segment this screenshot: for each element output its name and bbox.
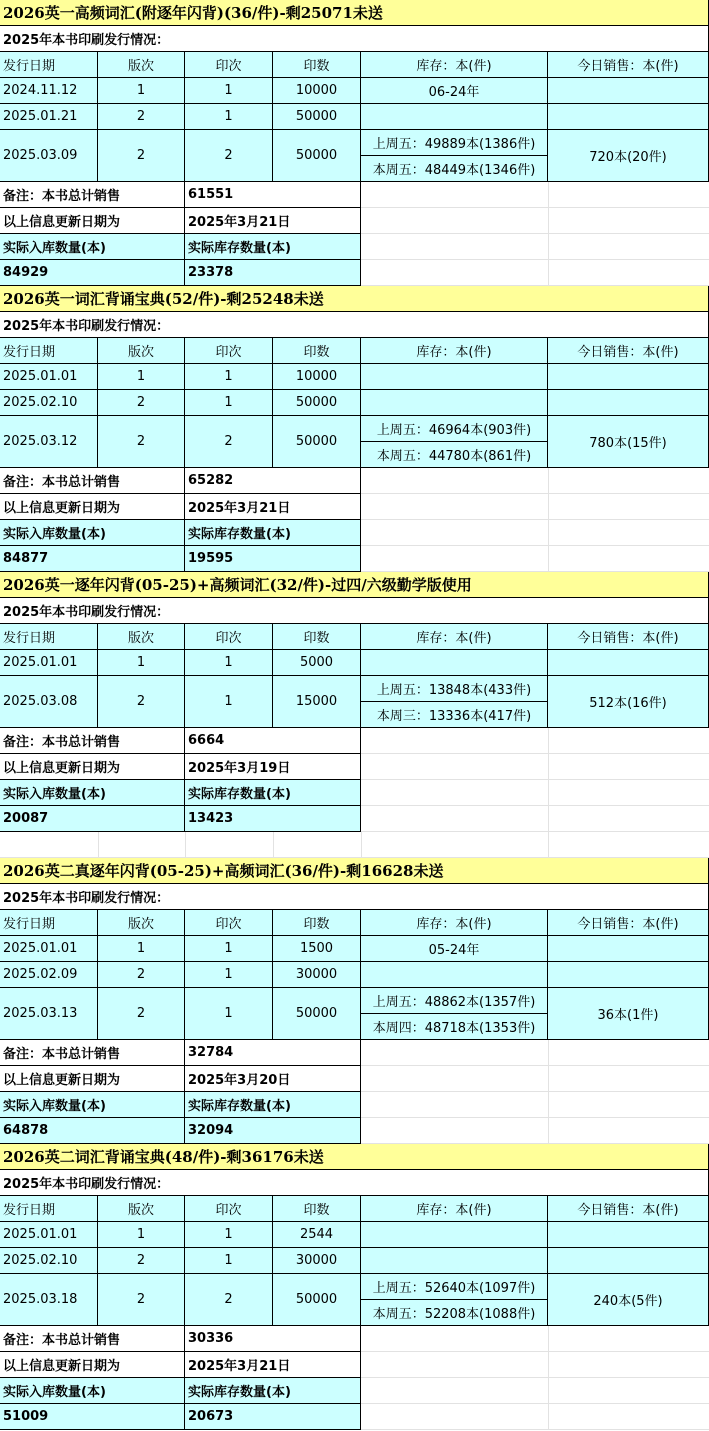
actual-in-label: 实际入库数量(本) [0, 234, 185, 260]
gridline [361, 493, 709, 494]
release-date: 2025.01.01 [0, 1222, 98, 1248]
print-quantity: 50000 [273, 104, 361, 130]
column-header: 版次 [98, 1196, 185, 1222]
column-header: 库存：本(件) [361, 52, 548, 78]
actual-stock-label: 实际库存数量(本) [185, 520, 361, 546]
stock: 06-24年 [361, 78, 548, 104]
column-header: 印数 [273, 52, 361, 78]
total-sales-value: 61551 [185, 182, 361, 208]
actual-stock-value: 13423 [185, 806, 361, 832]
edition: 2 [98, 130, 185, 182]
edition: 1 [98, 78, 185, 104]
column-header: 印次 [185, 52, 273, 78]
column-header: 印数 [273, 910, 361, 936]
printing: 1 [185, 104, 273, 130]
today-sales [548, 1222, 709, 1248]
updated-value: 2025年3月20日 [185, 1066, 361, 1092]
updated-label: 以上信息更新日期为 [0, 754, 185, 780]
gridline [361, 207, 709, 208]
actual-stock-label: 实际库存数量(本) [185, 780, 361, 806]
gridline [361, 259, 709, 260]
edition: 2 [98, 416, 185, 468]
column-header: 印数 [273, 624, 361, 650]
gridline [548, 520, 549, 546]
print-quantity: 50000 [273, 390, 361, 416]
release-date: 2025.02.09 [0, 962, 98, 988]
today-sales [548, 78, 709, 104]
release-date: 2024.11.12 [0, 78, 98, 104]
column-header: 发行日期 [0, 1196, 98, 1222]
column-header: 发行日期 [0, 338, 98, 364]
gridline [361, 1429, 709, 1430]
column-header: 印次 [185, 624, 273, 650]
printing: 1 [185, 650, 273, 676]
total-sales-label: 备注：本书总计销售 [0, 1326, 185, 1352]
updated-label: 以上信息更新日期为 [0, 494, 185, 520]
column-header: 今日销售：本(件) [548, 338, 709, 364]
gridline [548, 1092, 549, 1118]
actual-in-value: 84929 [0, 260, 185, 286]
print-quantity: 30000 [273, 962, 361, 988]
gridline [361, 1117, 709, 1118]
gridline [548, 1118, 549, 1144]
gridline [548, 832, 549, 858]
column-header: 印次 [185, 338, 273, 364]
edition: 2 [98, 390, 185, 416]
total-sales-value: 30336 [185, 1326, 361, 1352]
column-header: 库存：本(件) [361, 624, 548, 650]
release-date: 2025.03.13 [0, 988, 98, 1040]
column-header: 印数 [273, 1196, 361, 1222]
updated-value: 2025年3月21日 [185, 494, 361, 520]
total-sales-label: 备注：本书总计销售 [0, 1040, 185, 1066]
edition: 1 [98, 1222, 185, 1248]
gridline [361, 805, 709, 806]
printing: 2 [185, 1274, 273, 1326]
edition: 2 [98, 1248, 185, 1274]
gridline [361, 1091, 709, 1092]
today-sales [548, 390, 709, 416]
actual-in-value: 64878 [0, 1118, 185, 1144]
gridline [548, 182, 549, 208]
printing: 1 [185, 1222, 273, 1248]
print-quantity: 2544 [273, 1222, 361, 1248]
stock [361, 364, 548, 390]
gridline [548, 208, 549, 234]
gridline [361, 1403, 709, 1404]
book-title: 2026英二词汇背诵宝典(48/件)-剩36176未送 [0, 1144, 709, 1170]
edition: 2 [98, 104, 185, 130]
today-sales: 720本(20件) [548, 130, 709, 182]
release-date: 2025.03.18 [0, 1274, 98, 1326]
total-sales-value: 65282 [185, 468, 361, 494]
gridline [185, 832, 186, 858]
actual-in-label: 实际入库数量(本) [0, 780, 185, 806]
printing: 1 [185, 988, 273, 1040]
printing: 1 [185, 390, 273, 416]
stock-this-week: 本周五：44780本(861件) [361, 442, 548, 468]
print-quantity: 5000 [273, 650, 361, 676]
today-sales: 512本(16件) [548, 676, 709, 728]
today-sales [548, 936, 709, 962]
printing: 1 [185, 78, 273, 104]
actual-in-value: 51009 [0, 1404, 185, 1430]
column-header: 版次 [98, 338, 185, 364]
edition: 1 [98, 364, 185, 390]
column-header: 印次 [185, 910, 273, 936]
column-header: 版次 [98, 52, 185, 78]
release-date: 2025.02.10 [0, 1248, 98, 1274]
release-date: 2025.02.10 [0, 390, 98, 416]
release-date: 2025.01.01 [0, 650, 98, 676]
today-sales [548, 364, 709, 390]
updated-value: 2025年3月19日 [185, 754, 361, 780]
today-sales [548, 104, 709, 130]
printing: 2 [185, 130, 273, 182]
edition: 2 [98, 676, 185, 728]
gridline [548, 546, 549, 572]
print-status-label: 2025年本书印刷发行情况： [0, 884, 709, 910]
gridline [548, 1404, 549, 1430]
print-quantity: 15000 [273, 676, 361, 728]
column-header: 印数 [273, 338, 361, 364]
total-sales-value: 32784 [185, 1040, 361, 1066]
stock-last-week: 上周五：49889本(1386件) [361, 130, 548, 156]
actual-stock-label: 实际库存数量(本) [185, 1092, 361, 1118]
gridline [361, 1065, 709, 1066]
gridline [361, 545, 709, 546]
column-header: 发行日期 [0, 52, 98, 78]
gridline [361, 1377, 709, 1378]
gridline [548, 494, 549, 520]
today-sales [548, 962, 709, 988]
gridline [548, 728, 549, 754]
actual-stock-value: 23378 [185, 260, 361, 286]
actual-in-label: 实际入库数量(本) [0, 1378, 185, 1404]
gridline [361, 519, 709, 520]
actual-stock-value: 32094 [185, 1118, 361, 1144]
printing: 1 [185, 364, 273, 390]
column-header: 发行日期 [0, 624, 98, 650]
printing: 1 [185, 936, 273, 962]
stock-this-week: 本周五：48449本(1346件) [361, 156, 548, 182]
stock: 05-24年 [361, 936, 548, 962]
stock-this-week: 本周五：52208本(1088件) [361, 1300, 548, 1326]
edition: 2 [98, 988, 185, 1040]
print-quantity: 1500 [273, 936, 361, 962]
printing: 2 [185, 416, 273, 468]
gridline [361, 233, 709, 234]
print-quantity: 10000 [273, 364, 361, 390]
actual-in-label: 实际入库数量(本) [0, 1092, 185, 1118]
column-header: 今日销售：本(件) [548, 1196, 709, 1222]
gridline [548, 1040, 549, 1066]
total-sales-value: 6664 [185, 728, 361, 754]
today-sales: 240本(5件) [548, 1274, 709, 1326]
gridline [548, 468, 549, 494]
book-title: 2026英一高频词汇(附逐年闪背)(36/件)-剩25071未送 [0, 0, 709, 26]
gridline [361, 832, 362, 858]
print-status-label: 2025年本书印刷发行情况： [0, 1170, 709, 1196]
gridline [548, 1352, 549, 1378]
stock-last-week: 上周五：46964本(903件) [361, 416, 548, 442]
column-header: 今日销售：本(件) [548, 624, 709, 650]
stock [361, 390, 548, 416]
release-date: 2025.01.01 [0, 364, 98, 390]
stock-this-week: 本周四：48718本(1353件) [361, 1014, 548, 1040]
gridline [548, 260, 549, 286]
print-quantity: 50000 [273, 1274, 361, 1326]
gridline [548, 1326, 549, 1352]
release-date: 2025.01.01 [0, 936, 98, 962]
today-sales [548, 1248, 709, 1274]
column-header: 库存：本(件) [361, 338, 548, 364]
gridline [361, 779, 709, 780]
stock [361, 650, 548, 676]
updated-label: 以上信息更新日期为 [0, 1066, 185, 1092]
actual-stock-label: 实际库存数量(本) [185, 234, 361, 260]
column-header: 库存：本(件) [361, 1196, 548, 1222]
column-header: 版次 [98, 624, 185, 650]
updated-value: 2025年3月21日 [185, 1352, 361, 1378]
today-sales [548, 650, 709, 676]
actual-in-value: 20087 [0, 806, 185, 832]
book-title: 2026英一逐年闪背(05-25)+高频词汇(32/件)-过四/六级勤学版使用 [0, 572, 709, 598]
print-status-label: 2025年本书印刷发行情况： [0, 598, 709, 624]
total-sales-label: 备注：本书总计销售 [0, 182, 185, 208]
print-status-label: 2025年本书印刷发行情况： [0, 26, 709, 52]
print-quantity: 50000 [273, 988, 361, 1040]
stock-last-week: 上周五：48862本(1357件) [361, 988, 548, 1014]
book-title: 2026英二真逐年闪背(05-25)+高频词汇(36/件)-剩16628未送 [0, 858, 709, 884]
printing: 1 [185, 1248, 273, 1274]
release-date: 2025.03.09 [0, 130, 98, 182]
release-date: 2025.01.21 [0, 104, 98, 130]
gridline [361, 1351, 709, 1352]
printing: 1 [185, 962, 273, 988]
total-sales-label: 备注：本书总计销售 [0, 728, 185, 754]
updated-label: 以上信息更新日期为 [0, 208, 185, 234]
column-header: 发行日期 [0, 910, 98, 936]
gridline [548, 754, 549, 780]
gridline [548, 234, 549, 260]
total-sales-label: 备注：本书总计销售 [0, 468, 185, 494]
updated-label: 以上信息更新日期为 [0, 1352, 185, 1378]
column-header: 库存：本(件) [361, 910, 548, 936]
actual-stock-value: 19595 [185, 546, 361, 572]
release-date: 2025.03.12 [0, 416, 98, 468]
today-sales: 780本(15件) [548, 416, 709, 468]
gridline [548, 1066, 549, 1092]
print-quantity: 10000 [273, 78, 361, 104]
print-status-label: 2025年本书印刷发行情况： [0, 312, 709, 338]
column-header: 印次 [185, 1196, 273, 1222]
book-title: 2026英一词汇背诵宝典(52/件)-剩25248未送 [0, 286, 709, 312]
gridline [548, 1378, 549, 1404]
gridline [273, 832, 274, 858]
gridline [548, 780, 549, 806]
print-quantity: 50000 [273, 130, 361, 182]
gridline [98, 832, 99, 858]
stock [361, 1222, 548, 1248]
column-header: 今日销售：本(件) [548, 52, 709, 78]
printing: 1 [185, 676, 273, 728]
gridline [361, 831, 709, 832]
today-sales: 36本(1件) [548, 988, 709, 1040]
actual-stock-value: 20673 [185, 1404, 361, 1430]
release-date: 2025.03.08 [0, 676, 98, 728]
column-header: 版次 [98, 910, 185, 936]
stock [361, 104, 548, 130]
updated-value: 2025年3月21日 [185, 208, 361, 234]
actual-stock-label: 实际库存数量(本) [185, 1378, 361, 1404]
edition: 1 [98, 650, 185, 676]
edition: 2 [98, 1274, 185, 1326]
stock [361, 962, 548, 988]
actual-in-label: 实际入库数量(本) [0, 520, 185, 546]
stock-last-week: 上周五：13848本(433件) [361, 676, 548, 702]
stock-last-week: 上周五：52640本(1097件) [361, 1274, 548, 1300]
edition: 2 [98, 962, 185, 988]
edition: 1 [98, 936, 185, 962]
actual-in-value: 84877 [0, 546, 185, 572]
stock [361, 1248, 548, 1274]
column-header: 今日销售：本(件) [548, 910, 709, 936]
gridline [548, 806, 549, 832]
stock-this-week: 本周三：13336本(417件) [361, 702, 548, 728]
print-quantity: 50000 [273, 416, 361, 468]
gridline [361, 753, 709, 754]
print-quantity: 30000 [273, 1248, 361, 1274]
